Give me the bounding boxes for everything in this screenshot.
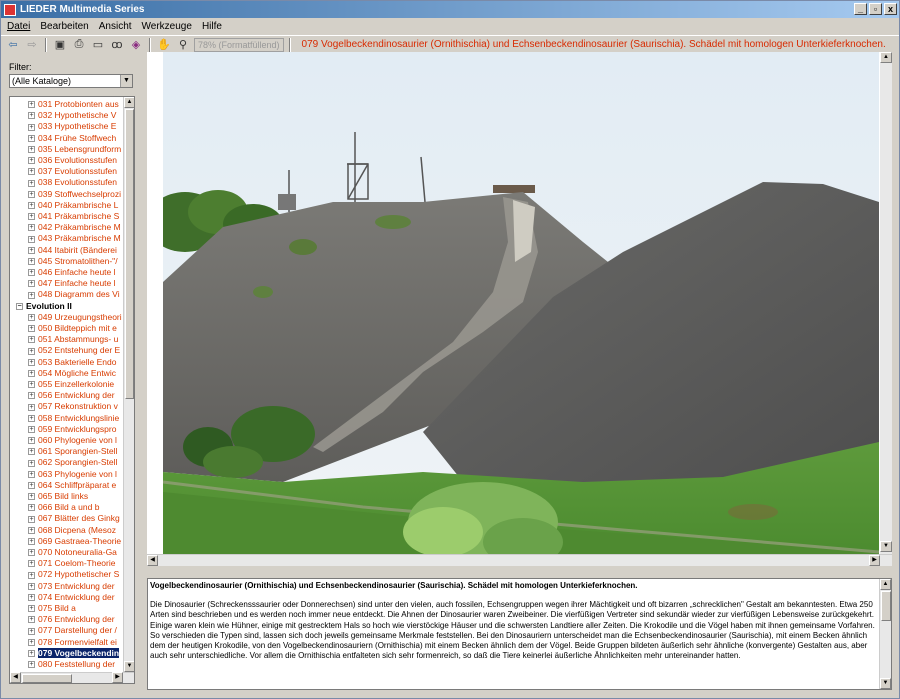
image-caption: 079 Vogelbeckendinosaurier (Ornithischia) und Echsenbeckendinosaurier (Saurischia). Schädel mit homologen Unterkieferknochen.	[301, 39, 886, 50]
tree-item-label: 055 Einzellerkolonie	[38, 379, 115, 389]
expand-icon[interactable]: +	[29, 235, 34, 243]
expand-icon[interactable]: +	[29, 426, 34, 434]
desc-scroll-down-icon[interactable]: ▼	[880, 678, 891, 689]
tree-item[interactable]	[10, 233, 124, 243]
close-button[interactable]: x	[884, 3, 897, 15]
tree-item-label: 073 Entwicklung der	[38, 580, 115, 591]
filter-label: Filter:	[9, 62, 32, 72]
tree-item[interactable]	[10, 334, 124, 344]
expand-icon[interactable]: +	[29, 571, 34, 579]
description-scrollbar[interactable]	[879, 579, 891, 689]
expand-icon[interactable]: +	[29, 459, 34, 467]
description-body: Die Dinosaurier (Schreckensssaurier oder Donnerechsen) sind unter den vielen, auch fossilen, Echsengruppen wegen ihrer Mächtigkeit und oft bizarren „schrecklichen" Gestalt am bekanntesten. Etwa 250 Arten sind beschrieben und es werden noch immer neue entdeckt. Die Ahnen der Dinosaurier waren Zweibeiner. Die vierfüßigen Vertreter sind sekundär wieder zur vierfüßigen Lebensweise zurückgekehrt. Einige waren klein wie Hühner, einige mit gestrecktem Hals so hoch wie vierstöckige Häuser und die schwersten Landtiere aller Zeiten. Die Krokodile und die Vögel haben mit ihnen gemeinsame Vorfahren. So verschieden die Typen sind, lassen sich doch jeweils gemeinsame Merkmale feststellen. Bei den Dinosauriern unterscheidet man die Echsenbeckendinosaurier (Saurischia), mit einem Becken ähnlich dem der heutigen Krokodile, von den Vogelbeckendinosauriern (Ornithischia) mit einem Becken ähnlich dem der Vögel. Beide Gruppen bildeten äußerlich sehr ähnliche (konvergente) Gestalten aus, aber auch sehr unterschiedliche. Vor allem die Ornithischia entfalteten sich sehr formenreich, so daß die Tiere keinerlei äußerliche Ähnlichkeiten mehr untereinander hatten.	[150, 600, 875, 661]
tree-group[interactable]	[10, 301, 124, 311]
tree-item[interactable]	[10, 245, 124, 255]
tree-item-label: 033 Hypothetische E	[38, 121, 117, 132]
tree-item[interactable]	[10, 222, 124, 232]
expand-icon[interactable]: +	[29, 582, 34, 590]
expand-icon[interactable]: +	[29, 661, 34, 669]
book-icon[interactable]: ◈	[131, 39, 141, 51]
image-scroll-left-icon[interactable]: ◀	[147, 555, 158, 566]
tree-item[interactable]	[10, 502, 124, 512]
image-viewer[interactable]	[147, 52, 892, 566]
tree-item[interactable]	[10, 558, 124, 568]
expand-icon[interactable]: +	[29, 504, 34, 512]
expand-icon[interactable]: +	[29, 190, 34, 198]
tree-item[interactable]	[10, 491, 124, 501]
tree-item-label: 062 Sporangien-Stell	[38, 457, 118, 468]
tree-item[interactable]	[10, 177, 124, 187]
tree-item[interactable]	[10, 312, 124, 322]
back-arrow-icon[interactable]: ⇦	[8, 39, 18, 51]
menu-hilfe[interactable]: Hilfe	[201, 20, 222, 32]
tree-item[interactable]	[10, 569, 124, 579]
expand-icon[interactable]: +	[29, 213, 34, 221]
tree-item[interactable]	[10, 446, 124, 456]
filter-value: (Alle Kataloge)	[12, 76, 72, 86]
expand-icon[interactable]: +	[29, 134, 34, 142]
app-icon	[4, 4, 16, 16]
photo-mining-spoil-heap[interactable]	[163, 52, 879, 564]
expand-icon[interactable]: +	[29, 482, 34, 490]
tree-item-label: 046 Einfache heute l	[38, 267, 116, 277]
tree-item-label: 037 Evolutionsstufen	[38, 166, 117, 177]
tree-item[interactable]	[10, 256, 124, 266]
tree-item[interactable]	[10, 379, 124, 389]
tree-item[interactable]	[10, 637, 124, 647]
save-icon[interactable]: ▣	[54, 39, 66, 51]
tree-item[interactable]	[10, 413, 124, 423]
expand-icon[interactable]: +	[29, 526, 34, 534]
tree-item-label: 047 Einfache heute l	[38, 278, 116, 289]
display-icon[interactable]: ▭	[92, 39, 104, 51]
tree-item-label: 045 Stromatolithen-"/	[38, 255, 118, 266]
tree-item[interactable]	[10, 469, 124, 479]
tree-item[interactable]	[10, 133, 124, 143]
expand-icon[interactable]: +	[29, 381, 34, 389]
menu-werkzeuge[interactable]: Werkzeuge	[141, 20, 192, 32]
tree-item[interactable]	[10, 536, 124, 546]
expand-icon[interactable]: +	[29, 403, 34, 411]
tree-item-label: 044 Itabirit (Bänderei	[38, 244, 117, 255]
tree-item-label: 078 Formenvielfalt ei	[38, 636, 117, 647]
expand-icon[interactable]: +	[29, 123, 34, 131]
tree-item[interactable]	[10, 581, 124, 591]
expand-icon[interactable]: +	[29, 202, 34, 210]
expand-icon[interactable]: +	[29, 605, 34, 613]
tree-item-label: 077 Darstellung der /	[38, 625, 117, 636]
tree-item-label: 056 Entwicklung der	[38, 390, 115, 401]
image-scroll-down-icon[interactable]: ▼	[880, 541, 892, 552]
expand-icon[interactable]: +	[29, 638, 34, 646]
tree-item[interactable]	[10, 592, 124, 602]
tree-item[interactable]	[10, 457, 124, 467]
expand-icon[interactable]: +	[29, 112, 34, 120]
tree-item-label: 061 Sporangien-Stell	[38, 446, 118, 457]
expand-icon[interactable]: +	[29, 560, 34, 568]
tree-item-label: 054 Mögliche Entwic	[38, 367, 116, 378]
tree-item[interactable]	[10, 603, 124, 613]
chevron-down-icon[interactable]: ▼	[120, 75, 132, 87]
tree-item-label: 074 Entwicklung der	[38, 591, 115, 602]
image-vertical-scrollbar[interactable]	[880, 52, 892, 564]
tree-item[interactable]	[10, 547, 124, 557]
expand-icon[interactable]: +	[29, 269, 34, 277]
tree-item[interactable]	[10, 513, 124, 523]
menu-datei[interactable]: Datei	[7, 20, 31, 32]
tree-item[interactable]	[10, 166, 124, 176]
tree-item-label: 041 Präkambrische S	[38, 211, 120, 221]
expand-icon[interactable]: +	[29, 280, 34, 288]
expand-icon[interactable]: +	[29, 414, 34, 422]
tree-item-label: 043 Präkambrische M	[38, 233, 121, 244]
tree-item-label: 065 Bild links	[38, 491, 89, 501]
tree-item[interactable]	[10, 99, 124, 109]
tree-item-label: 066 Bild a und b	[38, 502, 100, 513]
tree-item-label: 038 Evolutionsstufen	[38, 177, 117, 188]
desc-scroll-thumb[interactable]	[881, 591, 891, 621]
tree-item-label: 057 Rekonstruktion v	[38, 401, 118, 412]
tree-item-label: 070 Notoneuralia-Ga	[38, 547, 117, 557]
tree-item-label: 063 Phylogenie von l	[38, 468, 117, 479]
tree-item[interactable]	[10, 424, 124, 434]
tree-item[interactable]	[10, 278, 124, 288]
tree-item[interactable]	[10, 155, 124, 165]
tree-item-label: 068 Dicpena (Mesoz	[38, 524, 116, 535]
expand-icon[interactable]: +	[29, 470, 34, 478]
tree-item-label: 032 Hypothetische V	[38, 110, 117, 121]
tree-item-label: 052 Entstehung der E	[38, 345, 121, 356]
tree-item[interactable]	[10, 357, 124, 367]
tree-item[interactable]	[10, 401, 124, 411]
window-title: LIEDER Multimedia Series	[20, 4, 145, 15]
tree-item-label: 072 Hypothetischer S	[38, 569, 120, 580]
tree-item[interactable]	[10, 614, 124, 624]
tree-item-label: 069 Gastraea-Theorie	[38, 535, 122, 546]
catalog-sidebar	[3, 56, 135, 696]
print-icon[interactable]: ⎙	[74, 38, 84, 50]
tree-item[interactable]	[10, 368, 124, 378]
tree-item[interactable]	[10, 648, 124, 658]
tree-item-label: 039 Stoffwechselprozi	[38, 188, 122, 199]
tree-horizontal-scrollbar[interactable]	[10, 672, 134, 683]
tree-item-label: 035 Lebensgrundform	[38, 143, 122, 154]
expand-icon[interactable]: +	[29, 650, 34, 658]
tree-item-label: 042 Präkambrische M	[38, 222, 121, 233]
tree-item[interactable]	[10, 435, 124, 445]
menu-bearbeiten[interactable]: Bearbeiten	[40, 20, 89, 32]
zoom-display[interactable]: 78% (Formatfüllend)	[194, 38, 284, 52]
description-pane[interactable]	[147, 578, 892, 690]
tree-item-label: Evolution II	[26, 300, 72, 311]
tree-item-label: 048 Diagramm des Vi	[38, 289, 120, 300]
magnifier-icon[interactable]: ⚲	[178, 39, 188, 51]
tree-item-label: 060 Phylogenie von l	[38, 435, 117, 445]
expand-icon[interactable]: +	[29, 538, 34, 546]
scroll-down-icon[interactable]: ▼	[124, 661, 135, 672]
tree-item[interactable]	[10, 189, 124, 199]
minimize-button[interactable]: _	[854, 3, 867, 15]
expand-icon[interactable]: +	[29, 325, 34, 333]
expand-icon[interactable]: +	[29, 347, 34, 355]
tree-item-label: 058 Entwicklungslinie	[38, 412, 120, 423]
tree-item-label: 051 Abstammungs- u	[38, 334, 119, 345]
tree-item[interactable]	[10, 659, 124, 669]
toolbar	[1, 35, 899, 53]
desc-scroll-up-icon[interactable]: ▲	[880, 579, 891, 590]
image-horizontal-scrollbar[interactable]	[147, 554, 892, 566]
tree-item[interactable]	[10, 200, 124, 210]
scroll-right-icon[interactable]: ▶	[112, 672, 123, 683]
image-scroll-right-icon[interactable]: ▶	[869, 555, 880, 566]
restore-button[interactable]: ▫	[869, 3, 882, 15]
expand-icon[interactable]: +	[29, 157, 34, 165]
expand-icon[interactable]: +	[29, 314, 34, 322]
tree-item-label: 050 Bildteppich mit e	[38, 323, 117, 333]
tree-item[interactable]	[10, 323, 124, 333]
tree-item[interactable]	[10, 625, 124, 635]
expand-icon[interactable]: +	[29, 246, 34, 254]
expand-icon[interactable]: +	[29, 179, 34, 187]
expand-icon[interactable]: +	[29, 336, 34, 344]
expand-icon[interactable]: +	[29, 616, 34, 624]
tree-item-label: 049 Urzeugungstheori	[38, 311, 122, 322]
expand-icon[interactable]: +	[29, 437, 34, 445]
tree-item[interactable]	[10, 480, 124, 490]
tree-item-label: 034 Frühe Stoffwech	[38, 132, 117, 143]
tree-item-label: 053 Bakterielle Endo	[38, 356, 117, 367]
title-bar[interactable]	[1, 1, 899, 18]
hand-icon[interactable]: ✋	[157, 39, 171, 51]
tree-item-label: 059 Entwicklungspro	[38, 423, 117, 434]
expand-icon[interactable]: +	[29, 594, 34, 602]
expand-icon[interactable]: +	[29, 515, 34, 523]
collapse-icon[interactable]: −	[17, 302, 22, 310]
scroll-left-icon[interactable]: ◀	[10, 672, 21, 683]
expand-icon[interactable]: +	[29, 101, 34, 109]
menu-ansicht[interactable]: Ansicht	[98, 20, 132, 32]
tree-item-label: 079 Vogelbeckendin	[38, 647, 120, 658]
filter-dropdown[interactable]	[9, 74, 133, 88]
expand-icon[interactable]: +	[29, 258, 34, 266]
expand-icon[interactable]: +	[29, 370, 34, 378]
forward-arrow-icon[interactable]: ⇨	[27, 39, 37, 51]
catalog-tree[interactable]	[9, 96, 135, 684]
expand-icon[interactable]: +	[29, 448, 34, 456]
tree-item[interactable]	[10, 267, 124, 277]
tree-item-label: 067 Blätter des Ginkg	[38, 513, 120, 524]
expand-icon[interactable]: +	[29, 549, 34, 557]
tree-item[interactable]	[10, 144, 124, 154]
description-title: Vogelbeckendinosaurier (Ornithischia) und Echsenbeckendinosaurier (Saurischia). Schädel mit homologen Unterkieferknochen.	[150, 581, 638, 590]
tree-item[interactable]	[10, 345, 124, 355]
expand-icon[interactable]: +	[29, 358, 34, 366]
tree-item-label: 076 Entwicklung der	[38, 614, 115, 625]
expand-icon[interactable]: +	[29, 627, 34, 635]
tree-item[interactable]	[10, 110, 124, 120]
expand-icon[interactable]: +	[29, 168, 34, 176]
expand-icon[interactable]: +	[29, 146, 34, 154]
tree-item[interactable]	[10, 525, 124, 535]
menu-bar	[1, 18, 899, 34]
tree-item[interactable]	[10, 390, 124, 400]
expand-icon[interactable]: +	[29, 224, 34, 232]
tree-item[interactable]	[10, 121, 124, 131]
tree-item-label: 031 Protobionten aus	[38, 99, 119, 109]
image-scroll-up-icon[interactable]: ▲	[880, 52, 892, 63]
tree-item-label: 064 Schliffpräparat e	[38, 479, 117, 490]
expand-icon[interactable]: +	[29, 392, 34, 400]
tree-item[interactable]	[10, 211, 124, 221]
tree-item-label: 080 Feststellung der	[38, 659, 116, 669]
tree-item[interactable]	[10, 289, 124, 299]
hscroll-thumb[interactable]	[22, 674, 72, 683]
scroll-thumb[interactable]	[125, 109, 134, 399]
tree-item-label: 036 Evolutionsstufen	[38, 155, 117, 165]
tree-item-label: 075 Bild a	[38, 603, 76, 613]
tree-item-label: 040 Präkambrische L	[38, 199, 119, 210]
scroll-up-icon[interactable]: ▲	[124, 97, 135, 108]
binoculars-icon[interactable]: ꝏ	[111, 39, 123, 51]
expand-icon[interactable]: +	[29, 493, 34, 501]
tree-item-label: 071 Coelom-Theorie	[38, 558, 116, 569]
tree-vertical-scrollbar[interactable]	[123, 97, 134, 672]
expand-icon[interactable]: +	[29, 291, 34, 299]
